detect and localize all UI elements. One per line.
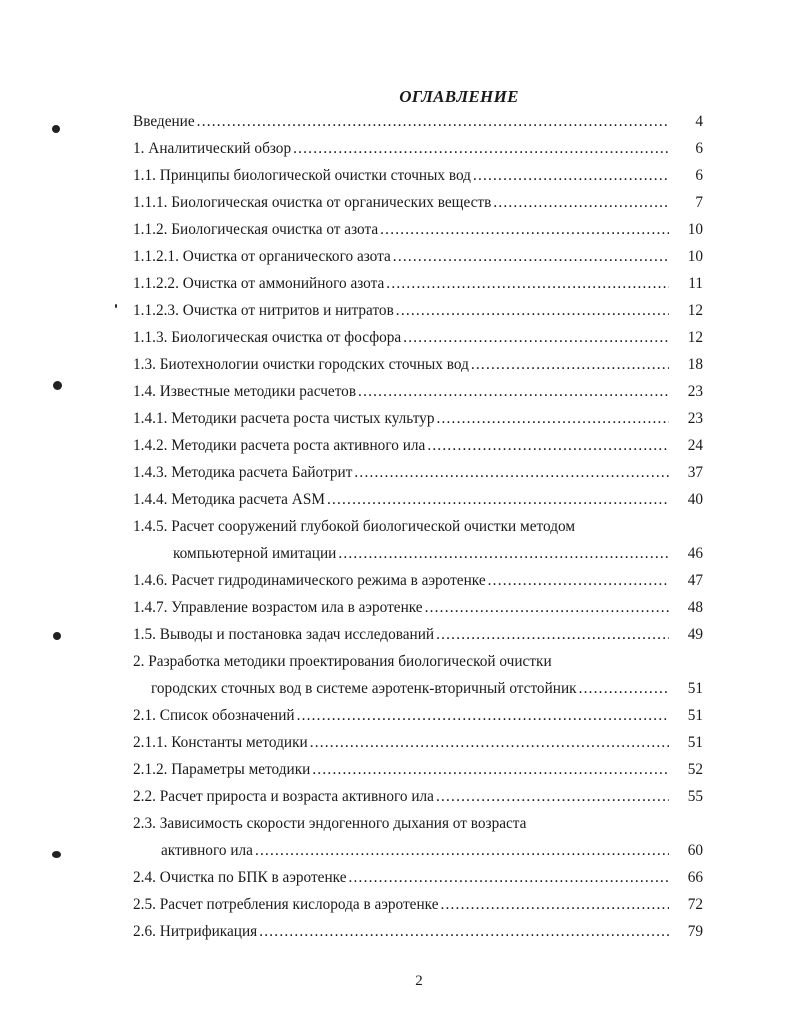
toc-entry-text: 2.1.1. Константы методики xyxy=(133,734,308,751)
toc-entry-text-continued: городских сточных вод в системе аэротенк-вторичный отстойник xyxy=(151,680,577,697)
scan-blot xyxy=(52,125,60,133)
leader-dots xyxy=(436,405,669,432)
toc-entry-text: 1.1.2.1. Очистка от органического азота xyxy=(133,248,391,265)
toc-entry xyxy=(133,486,703,513)
leader-dots xyxy=(327,486,669,513)
toc-entry-page: 37 xyxy=(687,464,703,481)
leader-dots xyxy=(197,108,669,135)
toc-entry-page: 47 xyxy=(687,572,703,589)
toc-entry-text: 2.6. Нитрификация xyxy=(133,923,258,940)
toc-entry-page: 48 xyxy=(687,599,703,616)
toc-entry xyxy=(133,810,703,864)
toc-entry-text: 2.4. Очистка по БПК в аэротенке xyxy=(133,869,347,886)
toc-entry-text: 1. Аналитический обзор xyxy=(133,140,292,157)
toc-entry-page: 4 xyxy=(695,113,703,130)
toc-entry-text-continued: активного ила xyxy=(161,842,253,859)
leader-dots xyxy=(440,891,669,918)
toc-entry xyxy=(133,432,703,459)
toc-entry-text: 1.4.7. Управление возрастом ила в аэротенке xyxy=(133,599,423,616)
leader-dots xyxy=(358,378,669,405)
leader-dots xyxy=(380,216,669,243)
leader-dots xyxy=(338,540,669,567)
toc-entry xyxy=(133,162,703,189)
toc-entry-page: 46 xyxy=(687,545,703,562)
toc-entry-page: 55 xyxy=(687,788,703,805)
toc-entry xyxy=(133,621,703,648)
scan-blot xyxy=(53,381,62,390)
leader-dots xyxy=(255,837,669,864)
toc-entry-page: 66 xyxy=(687,869,703,886)
toc-entry xyxy=(133,567,703,594)
toc-entry-page: 18 xyxy=(687,356,703,373)
toc-entry-text: 1.4.2. Методики расчета роста активного ила xyxy=(133,437,426,454)
toc-entry-text: 1.1.1. Биологическая очистка от органических веществ xyxy=(133,194,492,211)
scan-blot xyxy=(52,851,61,858)
toc-entry-text: 2.3. Зависимость скорости эндогенного дыхания от возраста xyxy=(133,815,527,832)
toc-entry xyxy=(133,594,703,621)
toc-entry xyxy=(133,189,703,216)
toc-entry-page: 24 xyxy=(687,437,703,454)
toc-entry-page: 10 xyxy=(687,248,703,265)
toc-entry xyxy=(133,864,703,891)
toc-entry xyxy=(133,351,703,378)
scan-blot xyxy=(115,304,117,308)
toc-entry-text: 1.4.5. Расчет сооружений глубокой биологической очистки методом xyxy=(133,518,576,535)
toc-entry xyxy=(133,270,703,297)
toc-entry-text: 2.1. Список обозначений xyxy=(133,707,295,724)
leader-dots xyxy=(293,135,669,162)
leader-dots xyxy=(354,459,669,486)
toc-entry xyxy=(133,648,703,702)
toc-entry-text: 1.1.2. Биологическая очистка от азота xyxy=(133,221,379,238)
leader-dots xyxy=(488,567,669,594)
table-of-contents xyxy=(133,108,703,945)
leader-dots xyxy=(427,432,669,459)
toc-entry-text: 2.2. Расчет прироста и возраста активного ила xyxy=(133,788,434,805)
toc-entry xyxy=(133,729,703,756)
toc-entry xyxy=(133,891,703,918)
toc-entry-text-continued: компьютерной имитации xyxy=(173,545,337,562)
leader-dots xyxy=(259,918,669,945)
leader-dots xyxy=(493,189,669,216)
toc-entry-text: 1.4.3. Методика расчета Байотрит xyxy=(133,464,353,481)
leader-dots xyxy=(436,783,669,810)
toc-entry-page: 6 xyxy=(695,140,703,157)
toc-entry-text: Введение xyxy=(133,113,195,130)
leader-dots xyxy=(386,270,669,297)
toc-entry-text: 2. Разработка методики проектирования биологической очистки xyxy=(133,653,552,670)
toc-entry-text: 1.4.1. Методики расчета роста чистых культур xyxy=(133,410,435,427)
toc-entry-page: 12 xyxy=(687,302,703,319)
toc-entry xyxy=(133,216,703,243)
leader-dots xyxy=(312,756,669,783)
toc-entry-page: 6 xyxy=(695,167,703,184)
toc-entry-text: 1.4. Известные методики расчетов xyxy=(133,383,357,400)
toc-entry-text: 1.1.2.2. Очистка от аммонийного азота xyxy=(133,275,385,292)
toc-entry-page: 7 xyxy=(695,194,703,211)
scan-blot xyxy=(53,632,61,640)
toc-entry-page: 12 xyxy=(687,329,703,346)
toc-entry-text: 2.1.2. Параметры методики xyxy=(133,761,311,778)
page-number: 2 xyxy=(415,973,423,989)
leader-dots xyxy=(579,675,669,702)
toc-entry xyxy=(133,243,703,270)
toc-entry-page: 79 xyxy=(687,923,703,940)
toc-entry-text: 1.5. Выводы и постановка задач исследований xyxy=(133,626,435,643)
toc-entry-text: 1.1.3. Биологическая очистка от фосфора xyxy=(133,329,402,346)
leader-dots xyxy=(396,297,669,324)
toc-entry xyxy=(133,918,703,945)
leader-dots xyxy=(425,594,669,621)
toc-entry xyxy=(133,324,703,351)
toc-entry xyxy=(133,108,703,135)
toc-entry-page: 11 xyxy=(688,275,703,292)
toc-entry xyxy=(133,378,703,405)
toc-entry-text: 1.4.6. Расчет гидродинамического режима в аэротенке xyxy=(133,572,486,589)
toc-entry-text: 1.1.2.3. Очистка от нитритов и нитратов xyxy=(133,302,394,319)
toc-entry-text: 1.1. Принципы биологической очистки сточных вод xyxy=(133,167,471,184)
toc-entry-page: 23 xyxy=(687,410,703,427)
leader-dots xyxy=(471,351,669,378)
toc-entry-page: 40 xyxy=(687,491,703,508)
toc-entry xyxy=(133,783,703,810)
leader-dots xyxy=(393,243,669,270)
toc-entry-page: 51 xyxy=(687,680,703,697)
leader-dots xyxy=(436,621,669,648)
leader-dots xyxy=(297,702,669,729)
toc-entry xyxy=(133,459,703,486)
leader-dots xyxy=(349,864,670,891)
toc-entry xyxy=(133,702,703,729)
toc-entry xyxy=(133,135,703,162)
toc-entry xyxy=(133,756,703,783)
toc-entry-text: 2.5. Расчет потребления кислорода в аэротенке xyxy=(133,896,439,913)
leader-dots xyxy=(473,162,669,189)
toc-entry-page: 49 xyxy=(687,626,703,643)
toc-entry-page: 51 xyxy=(687,734,703,751)
toc-entry-text: 1.4.4. Методика расчета ASM xyxy=(133,491,325,508)
toc-entry-page: 60 xyxy=(687,842,703,859)
toc-entry xyxy=(133,513,703,567)
toc-entry-page: 10 xyxy=(687,221,703,238)
toc-entry xyxy=(133,297,703,324)
toc-entry-page: 72 xyxy=(687,896,703,913)
toc-entry xyxy=(133,405,703,432)
toc-heading: ОГЛАВЛЕНИЕ xyxy=(399,87,519,106)
leader-dots xyxy=(310,729,669,756)
toc-entry-page: 51 xyxy=(687,707,703,724)
toc-entry-text: 1.3. Биотехнологии очистки городских сточных вод xyxy=(133,356,469,373)
toc-entry-page: 23 xyxy=(687,383,703,400)
toc-entry-page: 52 xyxy=(687,761,703,778)
leader-dots xyxy=(403,324,669,351)
